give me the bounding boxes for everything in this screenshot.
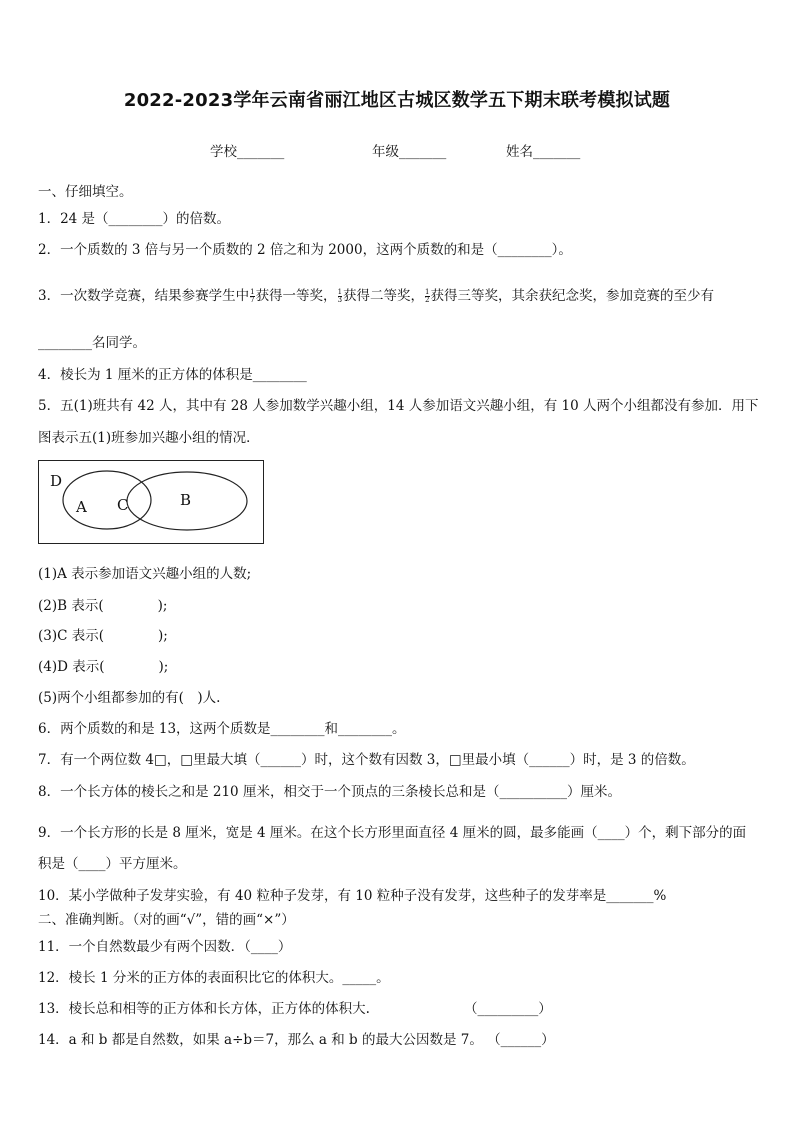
- grade-field[interactable]: 年级_______: [372, 144, 447, 160]
- section-heading-judge: 二、准确判断。（对的画“√”，错的画“×”）: [38, 912, 295, 928]
- school-field[interactable]: 学校_______: [210, 144, 285, 160]
- question-6: 6．两个质数的和是 13，这两个质数是________和________。: [38, 721, 406, 737]
- question-13: 13．棱长总和相等的正方体和长方体，正方体的体积大.: [38, 1001, 370, 1017]
- venn-label-d: D: [50, 472, 63, 490]
- name-field[interactable]: 姓名_______: [506, 144, 581, 160]
- question-5-sub-1: (1)A 表示参加语文兴趣小组的人数;: [38, 566, 252, 582]
- fraction-one-seventh: $\frac{1}{7}$: [250, 288, 255, 304]
- question-11: 11．一个自然数最少有两个因数．（____）: [38, 939, 292, 955]
- question-1: 1．24 是（________）的倍数。: [38, 211, 231, 227]
- question-3: [38, 284, 714, 304]
- question-7: 7．有一个两位数 4□，□里最大填（______）时，这个数有因数 3，□里最小填（______）时，是 3 的倍数。: [38, 752, 695, 768]
- question-14: 14．a 和 b 都是自然数，如果 a÷b＝7，那么 a 和 b 的最大公因数是 7。 （______）: [38, 1032, 555, 1048]
- question-3-line-2: ________名同学。: [38, 335, 146, 351]
- question-9-line-2: 积是（____）平方厘米。: [38, 856, 187, 872]
- question-10: 10．某小学做种子发芽实验，有 40 粒种子发芽，有 10 粒种子没有发芽，这些种子的发芽率是_______%: [38, 888, 667, 904]
- question-3-text-c: 获得二等奖，: [343, 288, 425, 304]
- question-5-sub-5: (5)两个小组都参加的有( )人.: [38, 690, 221, 706]
- question-5-line-2: 图表示五(1)班参加兴趣小组的情况．: [38, 430, 260, 446]
- question-8: 8．一个长方体的棱长之和是 210 厘米，相交于一个顶点的三条棱长总和是（__________）厘米。: [38, 784, 621, 800]
- question-13-answer-blank[interactable]: （_________）: [464, 1001, 552, 1017]
- question-9-line-1: 9．一个长方形的长是 8 厘米，宽是 4 厘米。在这个长方形里面直径 4 厘米的圆，最多能画（____）个，剩下部分的面: [38, 825, 747, 841]
- venn-label-b: B: [180, 491, 192, 509]
- page-title: 2022-2023学年云南省丽江地区古城区数学五下期末联考模拟试题: [123, 90, 671, 111]
- fraction-one-third: $\frac{1}{3}$: [337, 288, 343, 304]
- question-5-sub-4: (4)D 表示( );: [38, 659, 169, 675]
- question-3-text-d: 获得三等奖，其余获纪念奖，参加竞赛的至少有: [430, 288, 714, 304]
- section-heading-fill-in: 一、仔细填空。: [38, 184, 133, 200]
- question-12: 12．棱长 1 分米的正方体的表面积比它的体积大。_____。: [38, 970, 390, 986]
- question-4: 4．棱长为 1 厘米的正方体的体积是________: [38, 367, 307, 383]
- venn-label-a: A: [76, 498, 87, 516]
- question-5-sub-3: (3)C 表示( );: [38, 628, 168, 644]
- question-2: 2．一个质数的 3 倍与另一个质数的 2 倍之和为 2000，这两个质数的和是（________）。: [38, 242, 572, 258]
- fraction-one-half: $\frac{1}{2}$: [425, 288, 430, 304]
- question-5-line-1: 5．五(1)班共有 42 人，其中有 28 人参加数学兴趣小组，14 人参加语文兴趣小组，有 10 人两个小组都没有参加．用下: [38, 398, 759, 414]
- question-3-text-b: 获得一等奖，: [255, 288, 337, 304]
- venn-label-c: C: [117, 496, 129, 514]
- question-3-text-a: 3．一次数学竞赛，结果参赛学生中: [38, 288, 250, 304]
- venn-diagram: [38, 460, 264, 544]
- question-5-sub-2: (2)B 表示( );: [38, 598, 168, 614]
